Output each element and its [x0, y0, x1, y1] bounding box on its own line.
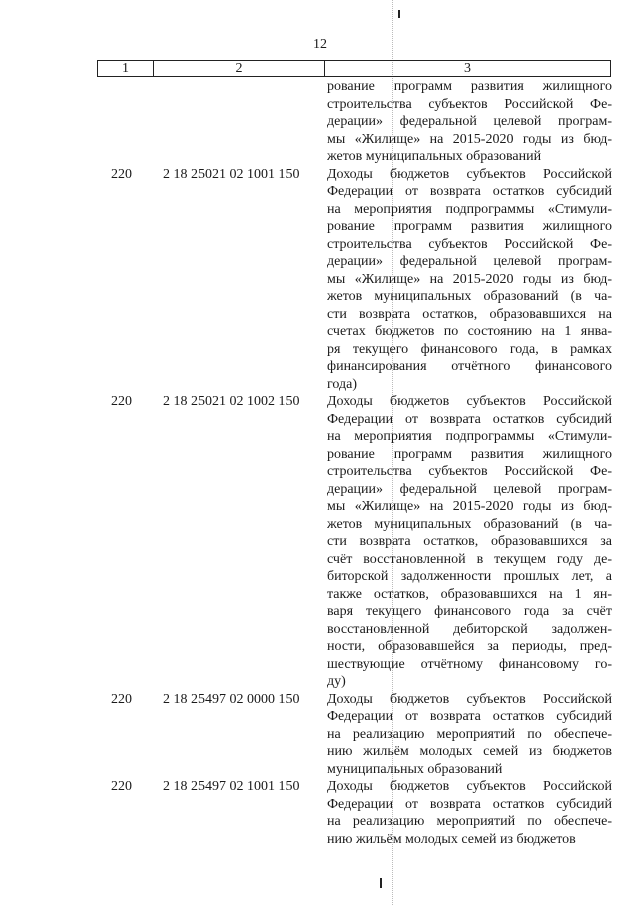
description-line: дерации» федеральной целевой програм-: [327, 481, 612, 497]
table-row: [0, 691, 640, 779]
description-line: жетов муниципальных образований (в ча-: [327, 289, 612, 304]
description-line: Доходы бюджетов субъектов Российской: [327, 394, 612, 409]
budget-classification-code: 2 18 25021 02 1002 150: [163, 394, 300, 409]
description-line: муниципальных образований: [327, 761, 503, 777]
scan-mark-bottom: [380, 878, 382, 888]
income-description: [327, 691, 612, 779]
description-line: Федерации от возврата остатков субсидий: [327, 411, 612, 427]
description-line: года): [327, 376, 357, 392]
description-line: мы «Жилище» на 2015-2020 годы из бюд-: [327, 131, 612, 147]
description-line: сти возврата остатков, образовавшихся на: [327, 306, 612, 322]
income-description: [327, 166, 612, 394]
description-line: на мероприятия подпрограммы «Стимули-: [327, 201, 612, 217]
income-description: [327, 778, 612, 848]
description-line: рование программ развития жилищного: [327, 79, 612, 94]
description-line: на мероприятия подпрограммы «Стимули-: [327, 429, 612, 444]
income-description: [327, 78, 612, 166]
description-line: Федерации от возврата остатков субсидий: [327, 796, 612, 812]
admin-code: 220: [111, 691, 132, 707]
description-line: сти возврата остатков, образовавшихся за: [327, 534, 612, 549]
description-line: строительства субъектов Российской Фе-: [327, 464, 612, 479]
description-line: счетах бюджетов по состоянию на 1 янва-: [327, 324, 612, 339]
scan-mark-top: [398, 10, 400, 18]
description-line: Доходы бюджетов субъектов Российской: [327, 779, 612, 794]
budget-classification-code: 2 18 25497 02 1001 150: [163, 779, 300, 794]
table-body: [0, 78, 640, 848]
description-line: рование программ развития жилищного: [327, 446, 612, 462]
description-line: жетов муниципальных образований (в ча-: [327, 516, 612, 532]
description-line: Доходы бюджетов субъектов Российской: [327, 691, 612, 707]
description-line: на реализацию мероприятий по обеспече-: [327, 726, 612, 742]
admin-code: 220: [111, 166, 132, 182]
description-line: рование программ развития жилищного: [327, 219, 612, 234]
description-line: на реализацию мероприятий по обеспече-: [327, 814, 612, 829]
description-line: мы «Жилище» на 2015-2020 годы из бюд-: [327, 499, 612, 514]
description-line: счёт восстановленной в текущем году де-: [327, 551, 612, 567]
description-line: шествующие отчётному финансовому го-: [327, 656, 612, 672]
description-line: восстановленной дебиторской задолжен-: [327, 621, 612, 637]
table-row: [0, 78, 640, 166]
table-row: [0, 778, 640, 848]
description-line: строительства субъектов Российской Фе-: [327, 96, 612, 112]
header-col-1: 1: [98, 61, 154, 76]
admin-code: 220: [111, 779, 132, 794]
budget-classification-code: 2 18 25497 02 0000 150: [163, 691, 300, 707]
header-col-2: 2: [154, 61, 325, 76]
header-col-3: 3: [464, 61, 471, 76]
description-line: ду): [327, 674, 346, 689]
description-line: Федерации от возврата остатков субсидий: [327, 184, 612, 199]
description-line: варя текущего финансового года за счёт: [327, 604, 612, 619]
description-line: также остатков, образовавшихся на 1 ян-: [327, 586, 612, 602]
description-line: жетов муниципальных образований: [327, 149, 542, 164]
description-line: строительства субъектов Российской Фе-: [327, 236, 612, 252]
page-number: 12: [313, 37, 327, 52]
description-line: Федерации от возврата остатков субсидий: [327, 709, 612, 724]
description-line: финансирования отчётного финансового: [327, 359, 612, 374]
description-line: ности, образовавшейся за периоды, пред-: [327, 639, 612, 654]
description-line: мы «Жилище» на 2015-2020 годы из бюд-: [327, 271, 612, 287]
table-row: [0, 166, 640, 394]
description-line: ря текущего финансового года, в рамках: [327, 341, 612, 357]
table-row: [0, 393, 640, 691]
admin-code: 220: [111, 394, 132, 409]
income-description: [327, 393, 612, 691]
table-header: [97, 60, 611, 77]
description-line: нию жильём молодых семей из бюджетов: [327, 831, 576, 847]
description-line: дерации» федеральной целевой програм-: [327, 254, 612, 269]
budget-classification-code: 2 18 25021 02 1001 150: [163, 166, 300, 182]
description-line: Доходы бюджетов субъектов Российской: [327, 166, 612, 182]
description-line: нию жильём молодых семей из бюджетов: [327, 744, 612, 759]
description-line: биторской задолженности прошлых лет, а: [327, 569, 612, 584]
description-line: дерации» федеральной целевой програм-: [327, 114, 612, 129]
